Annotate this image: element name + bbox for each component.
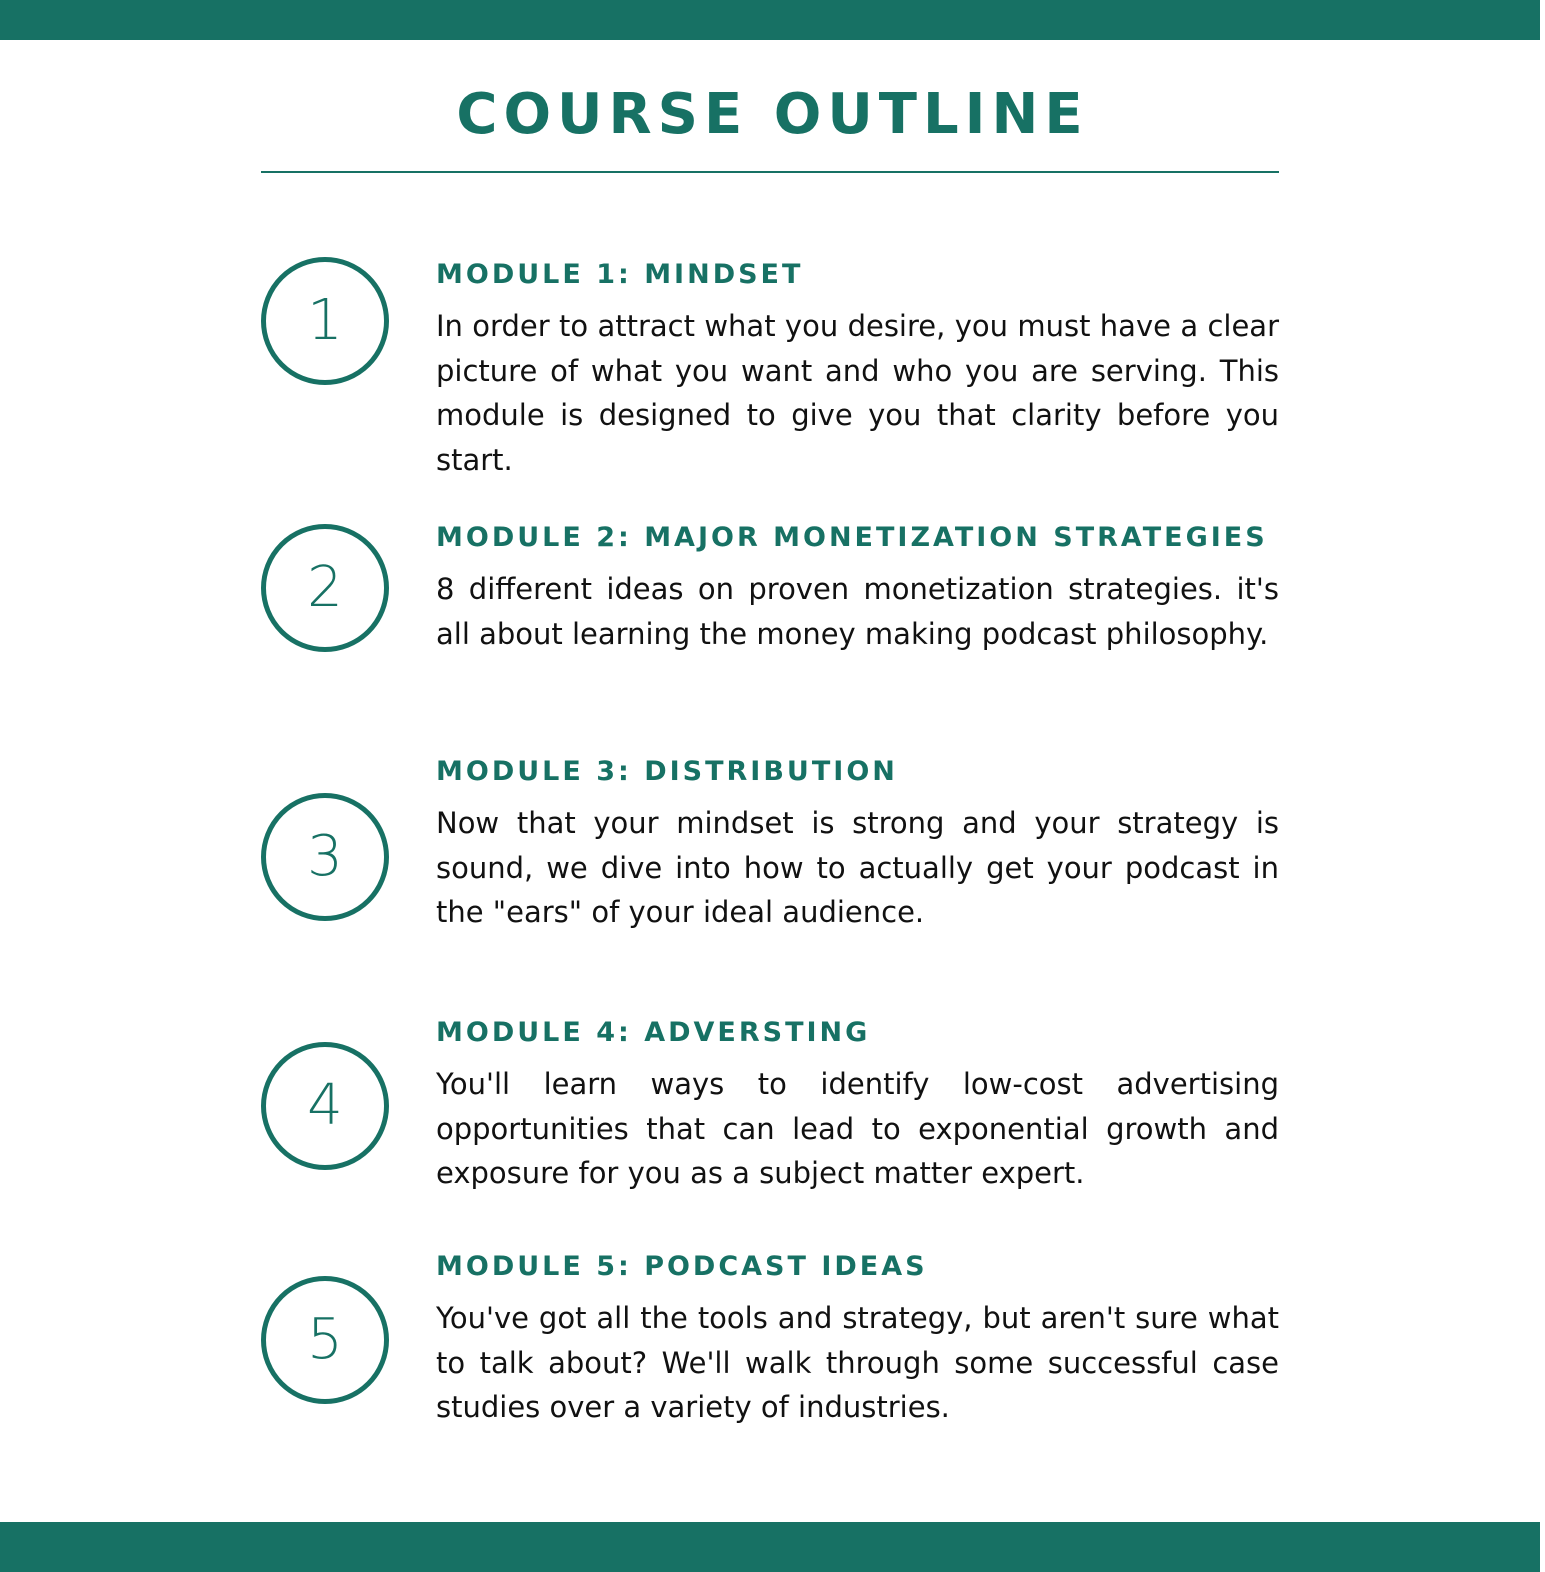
module-3-title: MODULE 3: DISTRIBUTION bbox=[436, 756, 898, 787]
module-5 bbox=[436, 1250, 1279, 1430]
module-4 bbox=[436, 1016, 1279, 1196]
module-2-description: 8 different ideas on proven monetization strategies. it's all about learning the money making podcast philosophy. bbox=[436, 572, 1279, 651]
module-4-title: MODULE 4: ADVERSTING bbox=[436, 1017, 871, 1048]
top-banner-bar bbox=[0, 0, 1540, 40]
module-1-description: In order to attract what you desire, you must have a clear picture of what you want and who you are serving. This module is designed to give you that clarity before you start. bbox=[436, 309, 1279, 477]
module-2 bbox=[436, 521, 1279, 656]
title-divider bbox=[261, 171, 1279, 173]
module-2-number-badge: 2 bbox=[261, 524, 389, 652]
module-4-description: You'll learn ways to identify low-cost advertising opportunities that can lead to exponential growth and exposure for you as a subject matter expert. bbox=[436, 1067, 1279, 1190]
module-3-description: Now that your mindset is strong and your strategy is sound, we dive into how to actually get your podcast in the "ears" of your ideal audience. bbox=[436, 806, 1279, 929]
module-3 bbox=[436, 755, 1279, 935]
module-5-description: You've got all the tools and strategy, but aren't sure what to talk about? We'll walk through some successful case studies over a variety of industries. bbox=[436, 1301, 1279, 1424]
module-1 bbox=[436, 258, 1279, 482]
module-5-title: MODULE 5: PODCAST IDEAS bbox=[436, 1251, 928, 1282]
module-4-number-badge: 4 bbox=[261, 1042, 389, 1170]
module-1-title: MODULE 1: MINDSET bbox=[436, 259, 804, 290]
module-2-title: MODULE 2: MAJOR MONETIZATION STRATEGIES bbox=[436, 522, 1268, 553]
bottom-banner-bar bbox=[0, 1522, 1540, 1572]
page-title: COURSE OUTLINE bbox=[456, 82, 1089, 147]
module-3-number-badge: 3 bbox=[261, 793, 389, 921]
module-1-number-badge: 1 bbox=[261, 257, 389, 385]
module-5-number-badge: 5 bbox=[261, 1276, 389, 1404]
